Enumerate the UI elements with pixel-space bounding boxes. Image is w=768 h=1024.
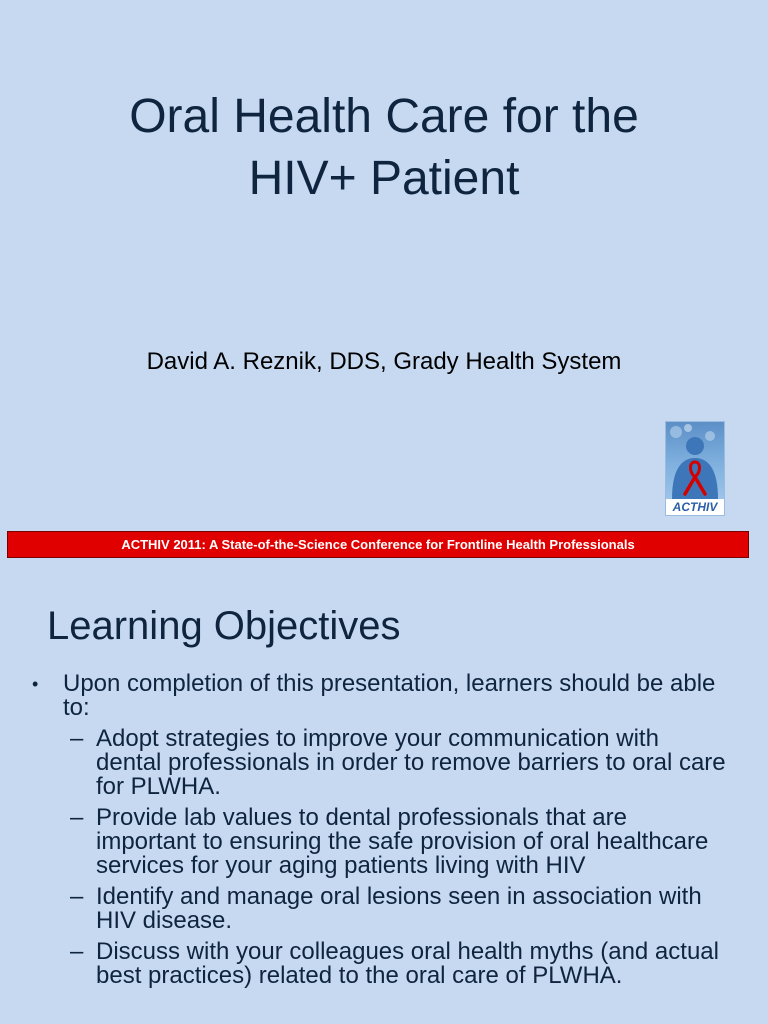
objectives-slide — [0, 570, 768, 1024]
figure-ribbon-icon — [666, 422, 724, 499]
acthiv-logo — [665, 421, 725, 516]
intro-text: Upon completion of this presentation, learners should be able to: — [63, 670, 716, 721]
objectives-list — [0, 672, 768, 988]
presenter-name: David A. Reznik, DDS, Grady Health System — [146, 348, 622, 375]
dash-marker: – — [70, 725, 84, 752]
dash-marker: – — [70, 938, 84, 965]
objective-item — [0, 885, 768, 933]
slide-title-line-1: Oral Health Care for the — [129, 90, 639, 143]
bullet-marker: • — [32, 674, 39, 694]
dash-marker: – — [70, 804, 84, 831]
objective-item — [0, 727, 768, 799]
logo-wordmark: ACTHIV — [666, 499, 724, 515]
intro-bullet — [0, 672, 768, 720]
objective-text: Provide lab values to dental professionals that are important to ensuring the safe provision of oral healthcare services for your aging patients living with HIV — [96, 804, 709, 879]
conference-banner: ACTHIV 2011: A State-of-the-Science Conference for Frontline Health Professionals — [7, 531, 749, 558]
objectives-title: Learning Objectives — [47, 604, 401, 648]
objective-text: Adopt strategies to improve your communication with dental professionals in order to remove barriers to oral care for PLWHA. — [96, 725, 726, 800]
dash-marker: – — [70, 883, 84, 910]
objective-item — [0, 806, 768, 878]
objective-text: Discuss with your colleagues oral health myths (and actual best practices) related to the oral care of PLWHA. — [96, 938, 719, 989]
slide-title — [0, 86, 768, 210]
objective-item — [0, 940, 768, 988]
objective-text: Identify and manage oral lesions seen in association with HIV disease. — [96, 883, 702, 934]
slide-title-line-2: HIV+ Patient — [248, 152, 520, 205]
